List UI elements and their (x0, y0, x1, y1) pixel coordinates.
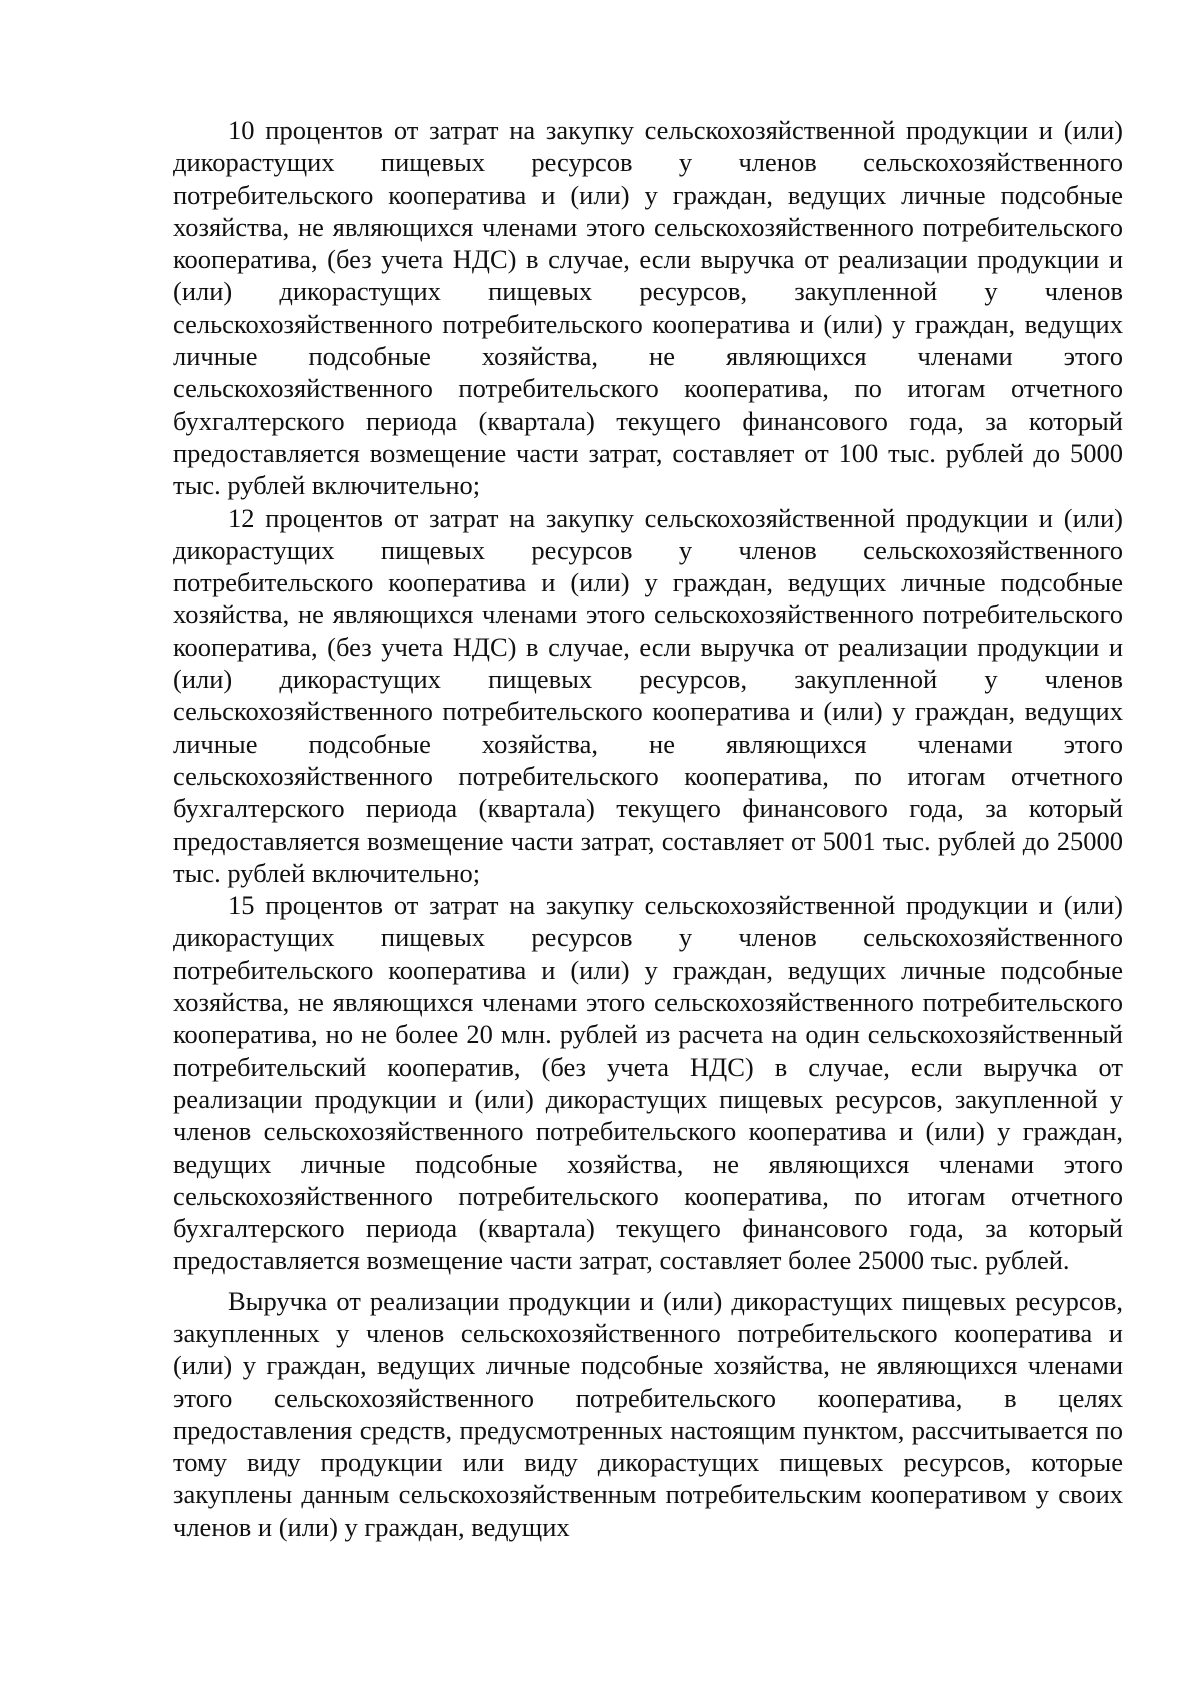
paragraph-15-percent: 15 процентов от затрат на закупку сельскохозяйственной продукции и (или) дикорастущих пищевых ресурсов у членов сельскохозяйственного потребительского кооператива и (или) у граждан, ведущих личные подсобные хозяйства, не являющихся членами этого сельскохозяйственного потребительского кооператива, но не более 20 млн. рублей из расчета на один сельскохозяйственный потребительский кооператив, (без учета НДС) в случае, если выручка от реализации продукции и (или) дикорастущих пищевых ресурсов, закупленной у членов сельскохозяйственного потребительского кооператива и (или) у граждан, ведущих личные подсобные хозяйства, не являющихся членами этого сельскохозяйственного потребительского кооператива, по итогам отчетного бухгалтерского периода (квартала) текущего финансового года, за который предоставляется возмещение части затрат, составляет более 25000 тыс. рублей. (173, 890, 1123, 1276)
paragraph-12-percent: 12 процентов от затрат на закупку сельскохозяйственной продукции и (или) дикорастущих пищевых ресурсов у членов сельскохозяйственного потребительского кооператива и (или) у граждан, ведущих личные подсобные хозяйства, не являющихся членами этого сельскохозяйственного потребительского кооператива, (без учета НДС) в случае, если выручка от реализации продукции и (или) дикорастущих пищевых ресурсов, закупленной у членов сельскохозяйственного потребительского кооператива и (или) у граждан, ведущих личные подсобные хозяйства, не являющихся членами этого сельскохозяйственного потребительского кооператива, по итогам отчетного бухгалтерского периода (квартала) текущего финансового года, за который предоставляется возмещение части затрат, составляет от 5001 тыс. рублей до 25000 тыс. рублей включительно; (173, 502, 1123, 888)
document-body (173, 114, 1123, 1543)
paragraph-10-percent: 10 процентов от затрат на закупку сельскохозяйственной продукции и (или) дикорастущих пищевых ресурсов у членов сельскохозяйственного потребительского кооператива и (или) у граждан, ведущих личные подсобные хозяйства, не являющихся членами этого сельскохозяйственного потребительского кооператива, (без учета НДС) в случае, если выручка от реализации продукции и (или) дикорастущих пищевых ресурсов, закупленной у членов сельскохозяйственного потребительского кооператива и (или) у граждан, ведущих личные подсобные хозяйства, не являющихся членами этого сельскохозяйственного потребительского кооператива, по итогам отчетного бухгалтерского периода (квартала) текущего финансового года, за который предоставляется возмещение части затрат, составляет от 100 тыс. рублей до 5000 тыс. рублей включительно; (173, 115, 1123, 501)
paragraph-revenue: Выручка от реализации продукции и (или) дикорастущих пищевых ресурсов, закупленных у членов сельскохозяйственного потребительского кооператива и (или) у граждан, ведущих личные подсобные хозяйства, не являющихся членами этого сельскохозяйственного потребительского кооператива, в целях предоставления средств, предусмотренных настоящим пунктом, рассчитывается по тому виду продукции или виду дикорастущих пищевых ресурсов, которые закуплены данным сельскохозяйственным потребительским кооперативом у своих членов и (или) у граждан, ведущих (173, 1285, 1123, 1542)
